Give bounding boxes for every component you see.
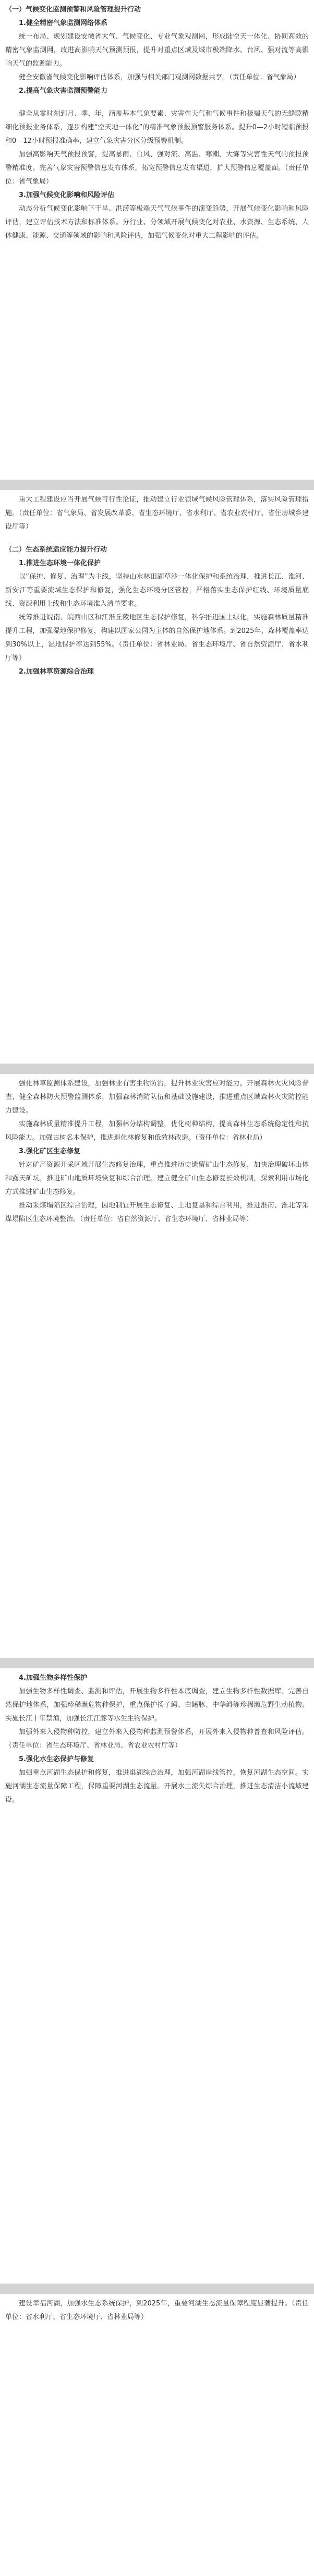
section-heading: （一）气候变化监测预警和风险管理提升行动 [5, 6, 141, 14]
paragraph: 强化林草监测体系建设，加强林业有害生物防治，提升林业灾害应对能力。开展森林火灾风险普查，健全森林防火预警监测体系，加强森林消防队伍和基础设施建设，推进重点区域森林火灾防控能力建设。 [5, 1080, 309, 1115]
paragraph: 健全从零时刻到月、季、年，涵盖基本气象要素、灾害性天气和气候事件和极端天气的无缝隙精细化预报业务体系，逐步构建“空天地一体化”的精准气象预报预警服务体系。提升0—2小时短临预报和0—12小时预报准确率，建立气象灾害分区分级预警机制。 [5, 110, 309, 145]
subsection-title: 2.加强林草资源综合治理 [19, 668, 94, 676]
subsection-title: 4.加强生物多样性保护 [19, 1674, 87, 1682]
paragraph: 统筹推进皖南、皖西山区和江淮丘陵地区生态保护修复，科学推进国土绿化，实施森林质量精准提升工程，加强湿地保护修复，构建以国家公园为主体的自然保护地体系。到2025年，森林覆盖率达到30%以上，湿地保护率达到55%。（责任单位：省林业局、省生态环境厅、省自然资源厅、省水利厅等） [5, 614, 309, 662]
subsection-title: 5.强化水生态保护与修复 [19, 1755, 94, 1763]
paragraph: 加强重点河湖生态保护和修复，推进巢湖综合治理，加强河湖岸线管控，恢复河湖生态空间。实施河湖生态流量保障工程，保障重要河湖生态流量。开展水土流失综合治理，推进生态清洁小流域建设。 [5, 1769, 309, 1804]
document-page-5 [0, 2294, 314, 2576]
page-gap [0, 2284, 314, 2294]
paragraph: 加强生物多样性调查、监测和评估，开展生物多样性本底调查，建立生物多样性数据库。完善自然保护地体系，加强珍稀濒危物种保护，重点保护扬子鳄、白鳍豚、中华鲟等珍稀濒危野生动植物。实施长江十年禁渔，加强长江江豚等水生生物保护。 [5, 1688, 309, 1723]
paragraph: 动态分析气候变化影响下干旱、洪涝等极端天气气候事件的演变趋势，开展气候变化影响和风险评估，建立评估技术方法和标准体系。分行业、分领域开展气候变化对农业、水资源、生态系统、人体健康、能源、交通等领域的影响和风险评估，加强气候变化对重大工程影响的评估。 [5, 205, 309, 240]
subsection-title: 3.加强气候变化影响和风险评估 [19, 191, 114, 199]
paragraph: 建设幸福河湖，加强水生态系统保护，到2025年，重要河湖生态流量保障程度显著提升。（责任单位：省水利厅、省生态环境厅、省林业局等） [5, 2300, 309, 2321]
paragraph: 实施森林质量精准提升工程，加强林分结构调整，优化树种结构，提高森林生态系统稳定性和抗风险能力。加强古树名木保护，推进退化林修复和低效林改造。（责任单位：省林业局） [5, 1120, 309, 1142]
subsection-title: 1.推进生态环境一体化保护 [19, 559, 101, 567]
section-heading: （二）生态系统适应能力提升行动 [5, 546, 107, 554]
page-gap [0, 1064, 314, 1074]
document-page-2 [0, 490, 314, 1064]
paragraph: 统一布局、规划建设安徽省大气、气候变化、专业气象观测网，形成陆空天一体化、协同高效的精密气象监测网，改进高影响天气预测预报，提升对重点区域及城市极端降水、台风、强对流等高影响天气的监测能力。 [5, 33, 309, 68]
subsection-title: 2.提高气象灾害监测预警能力 [19, 87, 107, 95]
paragraph: 加强外来入侵物种防控，建立外来入侵物种监测预警体系，开展外来入侵物种普查和风险评估。（责任单位：省生态环境厅、省林业局、省农业农村厅等） [5, 1728, 309, 1750]
paragraph: 重大工程建设应当开展气候可行性论证，推动建立行业领域气候风险管理体系，落实风险管理措施。（责任单位：省气象局、省发展改革委、省生态环境厅、省水利厅、省农业农村厅、省住房城乡建设厅等） [5, 496, 309, 531]
document-page-3 [0, 1074, 314, 1658]
paragraph: 加强高影响天气预报预警，提高暴雨、台风、强对流、高温、寒潮、大雾等灾害性天气的预报预警精准度。完善气象灾害预警信息发布体系，拓宽预警信息发布渠道，扩大预警信息覆盖面。（责任单位：省气象局） [5, 151, 309, 186]
page-gap [0, 480, 314, 490]
paragraph: 推动采煤塌陷区综合治理，因地制宜开展生态修复、土地复垦和综合利用，推进淮南、淮北等采煤塌陷区生态环境整治。（责任单位：省自然资源厅、省生态环境厅、省林业局等） [5, 1202, 309, 1223]
paragraph: 以“保护、修复、治理”为主线，坚持山水林田湖草沙一体化保护和系统治理，推进长江、淮河、新安江等重要流域生态保护和修复，强化生态环境分区管控，严格落实生态保护红线、环境质量底线、资源利用上线和生态环境准入清单要求。 [5, 573, 309, 608]
document-page-4 [0, 1668, 314, 2284]
paragraph: 健全安徽省气候变化影响评估体系，加强与相关部门观测网数据共享。（责任单位：省气象局） [19, 74, 300, 81]
document-page-1 [0, 0, 314, 480]
subsection-title: 3.强化矿区生态修复 [19, 1147, 80, 1155]
subsection-title: 1.健全精密气象监测网络体系 [19, 19, 107, 27]
page-gap [0, 1658, 314, 1668]
paragraph: 针对矿产资源开采区域开展生态修复治理，重点推进历史遗留矿山生态修复，加快治理破坏山体和露天矿坑，推进矿山地质环境恢复和综合治理。建立健全矿山生态修复长效机制，探索利用市场化方式推进矿山生态修复。 [5, 1161, 309, 1196]
